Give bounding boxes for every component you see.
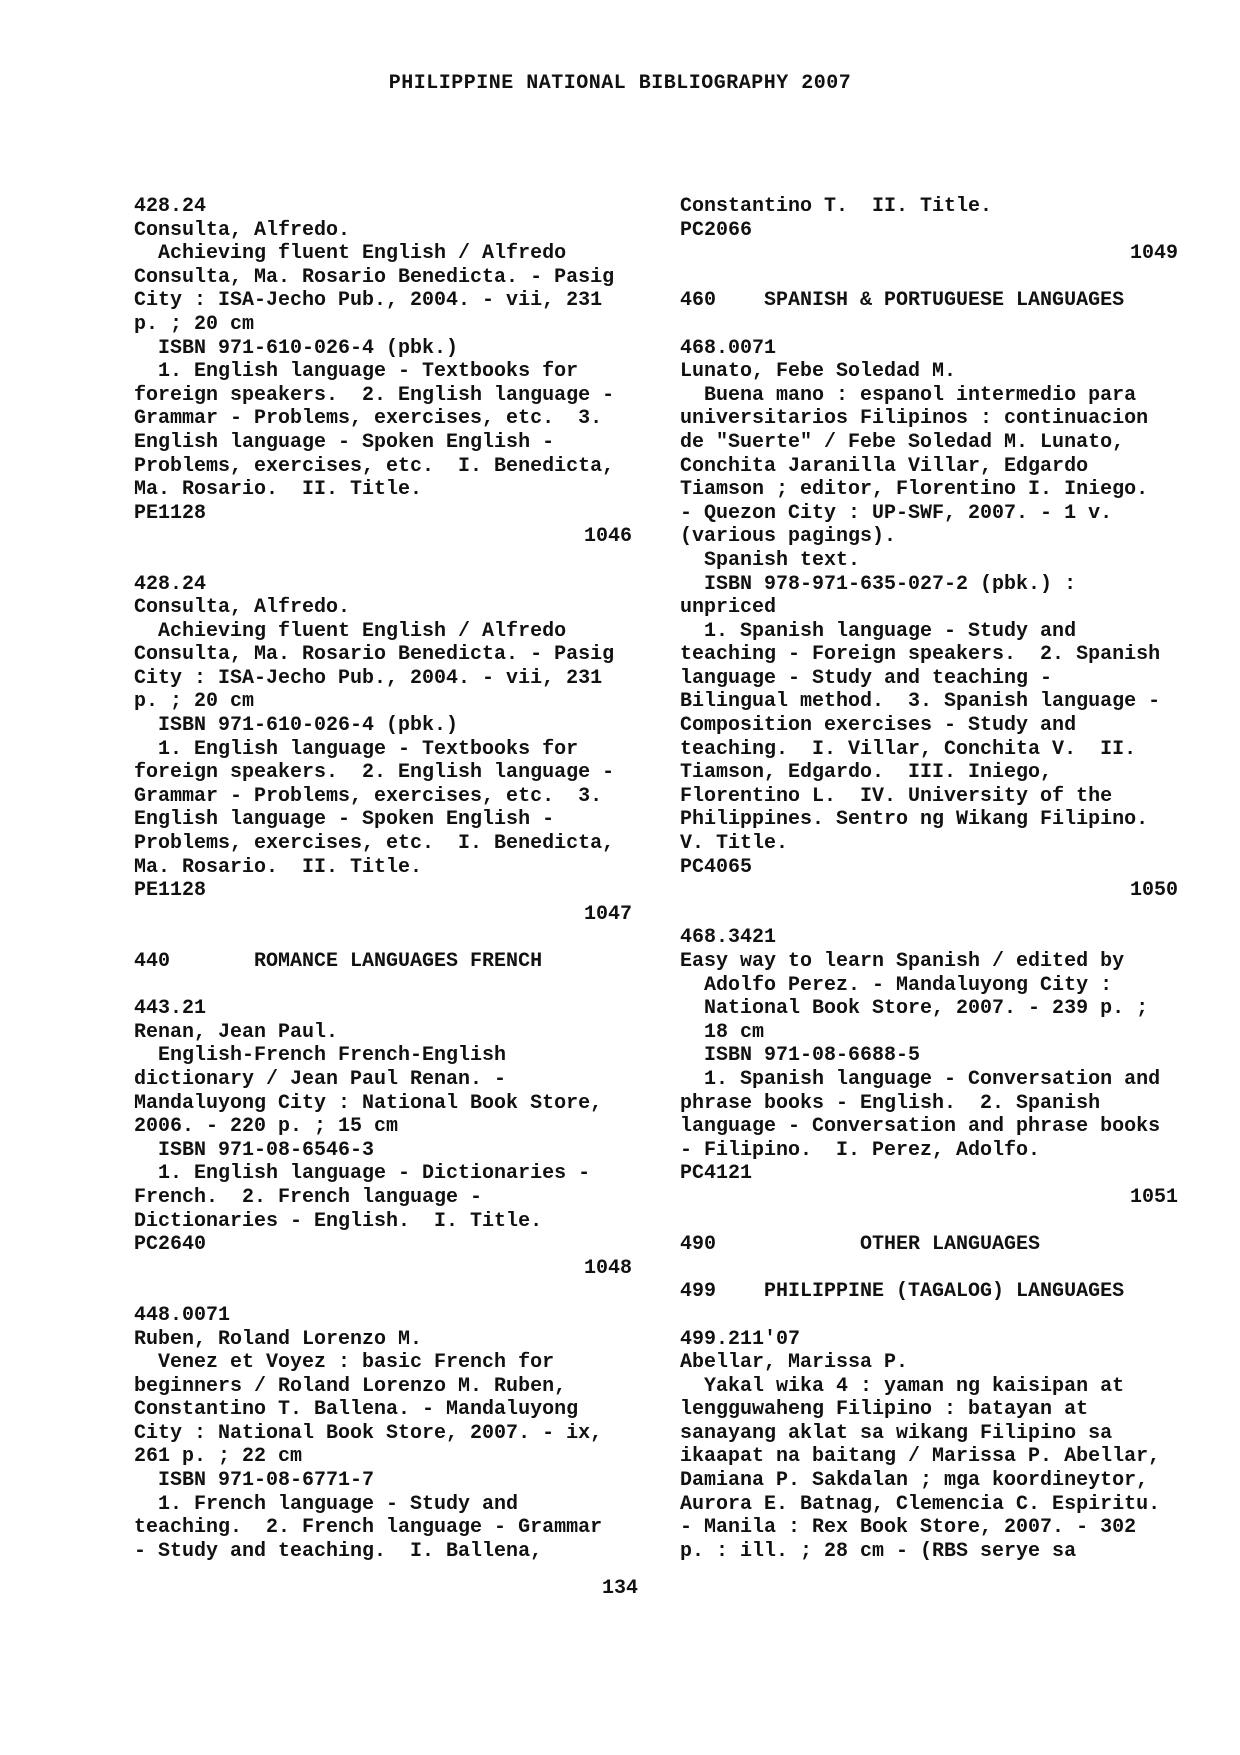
blank-line	[134, 926, 634, 950]
text-line: dictionary / Jean Paul Renan. -	[134, 1067, 507, 1091]
text-line: Mandaluyong City : National Book Store,	[134, 1091, 603, 1115]
text-line: V. Title.	[680, 832, 789, 856]
text-line: French. 2. French language -	[134, 1185, 483, 1209]
text-line: de "Suerte" / Febe Soledad M. Lunato,	[680, 430, 1125, 454]
entry-number: 1046	[583, 525, 632, 549]
text-line: beginners / Roland Lorenzo M. Ruben,	[134, 1374, 567, 1398]
text-line: - Study and teaching. I. Ballena,	[134, 1539, 543, 1563]
text-line: Spanish text.	[680, 548, 861, 572]
text-line: p. : ill. ; 28 cm - (RBS serye sa	[680, 1539, 1077, 1563]
text-line: PC2640	[134, 1233, 207, 1257]
page-number: 134	[601, 1577, 638, 1600]
left-column	[134, 195, 634, 1563]
blank-line	[680, 1210, 1180, 1234]
text-line: ISBN 971-610-026-4 (pbk.)	[134, 336, 459, 360]
text-line: 460 SPANISH & PORTUGUESE LANGUAGES	[680, 289, 1125, 313]
entry-number: 1050	[1129, 879, 1178, 903]
text-line: 1. French language - Study and	[134, 1492, 519, 1516]
text-line: ISBN 971-610-026-4 (pbk.)	[134, 714, 459, 738]
text-line: Aurora E. Batnag, Clemencia C. Espiritu.	[680, 1492, 1161, 1516]
text-line: 428.24	[134, 195, 207, 218]
text-line: 1. Spanish language - Conversation and	[680, 1067, 1161, 1091]
text-line: (various pagings).	[680, 525, 897, 549]
blank-line	[680, 266, 1180, 290]
text-line: Consulta, Alfredo.	[134, 596, 351, 620]
blank-line	[134, 549, 634, 573]
text-line: sanayang aklat sa wikang Filipino sa	[680, 1421, 1113, 1445]
text-line: p. ; 20 cm	[134, 312, 255, 336]
text-line: foreign speakers. 2. English language -	[134, 761, 615, 785]
text-line: Easy way to learn Spanish / edited by	[680, 950, 1125, 973]
text-line: foreign speakers. 2. English language -	[134, 383, 615, 407]
entry-number: 1049	[1129, 242, 1178, 266]
text-line: language - Study and teaching -	[680, 666, 1053, 690]
text-line: 448.0071	[134, 1303, 231, 1327]
blank-line	[134, 974, 634, 998]
text-line: ISBN 971-08-6688-5	[680, 1044, 921, 1068]
text-line: Constantino T. II. Title.	[680, 195, 993, 218]
entry-number: 1048	[583, 1256, 632, 1280]
text-line: ISBN 978-971-635-027-2 (pbk.) :	[680, 572, 1077, 596]
text-line: 261 p. ; 22 cm	[134, 1445, 303, 1469]
blank-line	[680, 1257, 1180, 1281]
text-line: Consulta, Ma. Rosario Benedicta. - Pasig	[134, 643, 615, 667]
text-line: Venez et Voyez : basic French for	[134, 1351, 555, 1375]
text-line: teaching - Foreign speakers. 2. Spanish	[680, 643, 1161, 667]
text-line: Achieving fluent English / Alfredo	[134, 619, 567, 643]
text-line: 468.0071	[680, 336, 777, 360]
text-line: Damiana P. Sakdalan ; mga koordineytor,	[680, 1469, 1149, 1493]
text-line: 18 cm	[680, 1020, 765, 1044]
blank-line	[680, 903, 1180, 927]
text-line: Constantino T. Ballena. - Mandaluyong	[134, 1398, 579, 1422]
text-line: ISBN 971-08-6546-3	[134, 1138, 375, 1162]
text-line: Tiamson, Edgardo. III. Iniego,	[680, 761, 1053, 785]
text-line: Ma. Rosario. II. Title.	[134, 478, 423, 502]
text-line: Dictionaries - English. I. Title.	[134, 1209, 543, 1233]
text-line: Grammar - Problems, exercises, etc. 3.	[134, 407, 603, 431]
text-line: English language - Spoken English -	[134, 430, 555, 454]
text-line: language - Conversation and phrase books	[680, 1115, 1161, 1139]
text-line: Renan, Jean Paul.	[134, 1020, 339, 1044]
text-line: 1. English language - Textbooks for	[134, 737, 579, 761]
text-line: Yakal wika 4 : yaman ng kaisipan at	[680, 1374, 1125, 1398]
entry-number: 1047	[583, 902, 632, 926]
text-line: PE1128	[134, 501, 207, 525]
text-line: teaching. I. Villar, Conchita V. II.	[680, 737, 1137, 761]
text-line: Composition exercises - Study and	[680, 714, 1077, 738]
text-line: Buena mano : espanol intermedio para	[680, 383, 1137, 407]
text-line: Florentino L. IV. University of the	[680, 784, 1113, 808]
text-line: National Book Store, 2007. - 239 p. ;	[680, 997, 1149, 1021]
text-line: Conchita Jaranilla Villar, Edgardo	[680, 454, 1089, 478]
text-line: PC2066	[680, 218, 753, 242]
text-line: 1. English language - Textbooks for	[134, 360, 579, 384]
text-line: lengguwaheng Filipino : batayan at	[680, 1398, 1089, 1422]
text-line: 443.21	[134, 997, 207, 1021]
text-line: City : ISA-Jecho Pub., 2004. - vii, 231	[134, 289, 603, 313]
text-line: Tiamson ; editor, Florentino I. Iniego.	[680, 478, 1149, 502]
text-line: teaching. 2. French language - Grammar	[134, 1516, 603, 1540]
text-line: Consulta, Ma. Rosario Benedicta. - Pasig	[134, 265, 615, 289]
text-line: Philippines. Sentro ng Wikang Filipino.	[680, 808, 1149, 832]
text-line: ISBN 971-08-6771-7	[134, 1469, 375, 1493]
text-line: 1. English language - Dictionaries -	[134, 1162, 591, 1186]
text-line: Bilingual method. 3. Spanish language -	[680, 690, 1161, 714]
text-line: City : National Book Store, 2007. - ix,	[134, 1421, 603, 1445]
text-line: p. ; 20 cm	[134, 690, 255, 714]
text-line: Ruben, Roland Lorenzo M.	[134, 1327, 423, 1351]
text-line: Abellar, Marissa P.	[680, 1351, 909, 1375]
text-line: City : ISA-Jecho Pub., 2004. - vii, 231	[134, 666, 603, 690]
text-line: - Quezon City : UP-SWF, 2007. - 1 v.	[680, 501, 1113, 525]
text-line: 499 PHILIPPINE (TAGALOG) LANGUAGES	[680, 1280, 1125, 1304]
text-line: Ma. Rosario. II. Title.	[134, 855, 423, 879]
text-line: Problems, exercises, etc. I. Benedicta,	[134, 454, 615, 478]
blank-line	[680, 1304, 1180, 1328]
text-line: Achieving fluent English / Alfredo	[134, 242, 567, 266]
text-line: unpriced	[680, 596, 777, 620]
text-line: English language - Spoken English -	[134, 808, 555, 832]
text-line: Adolfo Perez. - Mandaluyong City :	[680, 973, 1113, 997]
text-line: PE1128	[134, 879, 207, 903]
text-line: - Filipino. I. Perez, Adolfo.	[680, 1138, 1041, 1162]
text-line: Problems, exercises, etc. I. Benedicta,	[134, 832, 615, 856]
text-line: - Manila : Rex Book Store, 2007. - 302	[680, 1516, 1137, 1540]
page-title: PHILIPPINE NATIONAL BIBLIOGRAPHY 2007	[388, 72, 852, 95]
text-line: 1. Spanish language - Study and	[680, 619, 1077, 643]
text-line: phrase books - English. 2. Spanish	[680, 1091, 1101, 1115]
text-line: PC4065	[680, 855, 753, 879]
text-line: ikaapat na baitang / Marissa P. Abellar,	[680, 1445, 1161, 1469]
text-line: PC4121	[680, 1162, 753, 1186]
text-line: 499.211'07	[680, 1327, 801, 1351]
text-line: Lunato, Febe Soledad M.	[680, 360, 957, 384]
text-line: Grammar - Problems, exercises, etc. 3.	[134, 784, 603, 808]
text-line: 490 OTHER LANGUAGES	[680, 1233, 1041, 1257]
entry-number: 1051	[1129, 1185, 1178, 1209]
text-line: Consulta, Alfredo.	[134, 218, 351, 242]
right-column	[680, 195, 1180, 1563]
text-line: 468.3421	[680, 926, 777, 950]
text-line: 2006. - 220 p. ; 15 cm	[134, 1115, 399, 1139]
text-line: universitarios Filipinos : continuacion	[680, 407, 1149, 431]
blank-line	[680, 313, 1180, 337]
text-line: 428.24	[134, 572, 207, 596]
text-line: 440 ROMANCE LANGUAGES FRENCH	[134, 950, 543, 973]
text-line: English-French French-English	[134, 1044, 507, 1068]
blank-line	[134, 1280, 634, 1304]
